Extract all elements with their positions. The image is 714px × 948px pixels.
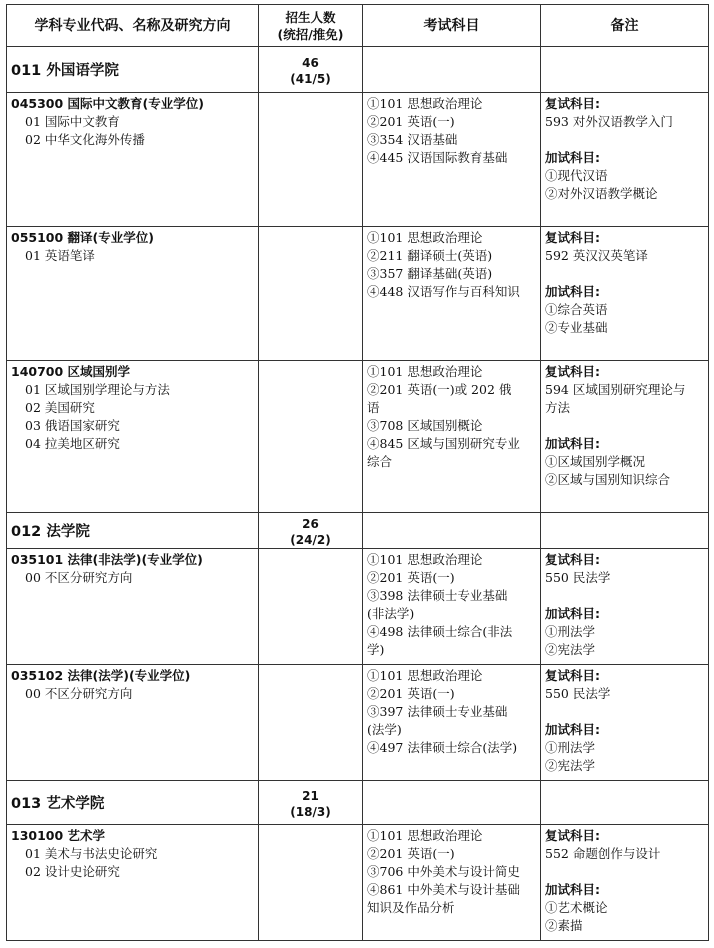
research-direction: 01 区域国别学理论与方法: [25, 382, 170, 397]
exam-subjects: [363, 825, 541, 941]
exam-subject: ②201 英语(一): [367, 686, 455, 701]
extra-subject: ②对外汉语教学概论: [545, 186, 658, 201]
exam-subject: ③706 中外美术与设计简史: [367, 864, 520, 879]
major-code: 130100 艺术学: [11, 828, 106, 843]
exam-subject: ③397 法律硕士专业基础: [367, 704, 508, 719]
exam-subjects: [363, 361, 541, 513]
major-cell: [7, 825, 259, 941]
exam-subject: ③398 法律硕士专业基础: [367, 588, 508, 603]
quota-total: 26: [302, 516, 319, 531]
exam-subject: ④445 汉语国际教育基础: [367, 150, 508, 165]
exam-subject: ③708 区域国别概论: [367, 418, 483, 433]
notes-gap: [545, 265, 704, 283]
research-direction: 02 中华文化海外传播: [25, 132, 145, 147]
notes-gap: [545, 863, 704, 881]
college-quota: [259, 47, 363, 93]
research-direction: 01 英语笔译: [25, 248, 95, 263]
research-direction: 03 俄语国家研究: [25, 418, 120, 433]
major-cell: [7, 227, 259, 361]
exam-subject: ①101 思想政治理论: [367, 668, 483, 683]
exam-subject: ④498 法律硕士综合(非法: [367, 624, 513, 639]
exam-subject: 学): [367, 642, 385, 657]
major-cell: [7, 361, 259, 513]
extra-label: 加试科目:: [545, 606, 600, 621]
notes-cell: [541, 665, 709, 781]
major-quota-empty: [259, 549, 363, 665]
college-name: 013 艺术学院: [7, 781, 259, 825]
exam-subject: 知识及作品分析: [367, 900, 455, 915]
extra-subject: ①现代汉语: [545, 168, 608, 183]
research-direction: 02 美国研究: [25, 400, 95, 415]
header-major: 学科专业代码、名称及研究方向: [7, 5, 259, 47]
exam-subject: 综合: [367, 454, 393, 469]
exam-subject: ②211 翻译硕士(英语): [367, 248, 493, 263]
exam-subject: ②201 英语(一): [367, 114, 455, 129]
college-row: [7, 781, 709, 825]
header-quota-line2: (统招/推免): [277, 26, 344, 42]
notes-cell: [541, 93, 709, 227]
notes-cell: [541, 227, 709, 361]
exam-subjects: [363, 93, 541, 227]
retest-label: 复试科目:: [545, 364, 600, 379]
major-cell: [7, 665, 259, 781]
exam-subjects: [363, 665, 541, 781]
notes-gap: [545, 131, 704, 149]
retest-subject: 594 区域国别研究理论与: [545, 382, 686, 397]
major-cell: [7, 93, 259, 227]
research-direction: 00 不区分研究方向: [25, 570, 133, 585]
extra-subject: ②专业基础: [545, 320, 608, 335]
retest-subject: 552 命题创作与设计: [545, 846, 661, 861]
exam-subjects: [363, 227, 541, 361]
major-cell: [7, 549, 259, 665]
major-code: 035101 法律(非法学)(专业学位): [11, 552, 203, 567]
extra-subject: ①刑法学: [545, 624, 596, 639]
major-quota-empty: [259, 665, 363, 781]
retest-label: 复试科目:: [545, 96, 600, 111]
notes-cell: [541, 549, 709, 665]
extra-label: 加试科目:: [545, 722, 600, 737]
extra-label: 加试科目:: [545, 284, 600, 299]
college-notes-empty: [541, 47, 709, 93]
extra-label: 加试科目:: [545, 436, 600, 451]
exam-subject: ②201 英语(一): [367, 570, 455, 585]
exam-subject: ①101 思想政治理论: [367, 96, 483, 111]
retest-subject: 550 民法学: [545, 686, 611, 701]
quota-split: (24/2): [290, 532, 331, 547]
notes-gap: [545, 703, 704, 721]
major-row: [7, 361, 709, 513]
major-row: [7, 665, 709, 781]
exam-subject: ③354 汉语基础: [367, 132, 458, 147]
retest-subject: 592 英汉汉英笔译: [545, 248, 648, 263]
college-exams-empty: [363, 513, 541, 549]
major-code: 045300 国际中文教育(专业学位): [11, 96, 204, 111]
retest-subject: 550 民法学: [545, 570, 611, 585]
research-direction: 00 不区分研究方向: [25, 686, 133, 701]
notes-gap: [545, 587, 704, 605]
exam-subject: ②201 英语(一): [367, 846, 455, 861]
extra-subject: ①综合英语: [545, 302, 608, 317]
retest-label: 复试科目:: [545, 552, 600, 567]
major-quota-empty: [259, 361, 363, 513]
retest-label: 复试科目:: [545, 230, 600, 245]
retest-label: 复试科目:: [545, 668, 600, 683]
extra-subject: ②宪法学: [545, 642, 596, 657]
notes-gap: [545, 417, 704, 435]
header-quota: [259, 5, 363, 47]
quota-split: (41/5): [290, 71, 331, 86]
research-direction: 01 美术与书法史论研究: [25, 846, 158, 861]
exam-subject: ②201 英语(一)或 202 俄: [367, 382, 512, 397]
major-row: [7, 825, 709, 941]
header-quota-line1: 招生人数: [285, 9, 336, 25]
major-row: [7, 93, 709, 227]
table-header-row: [7, 5, 709, 47]
major-quota-empty: [259, 825, 363, 941]
college-exams-empty: [363, 781, 541, 825]
research-direction: 02 设计史论研究: [25, 864, 120, 879]
extra-subject: ②区域与国别知识综合: [545, 472, 671, 487]
retest-label: 复试科目:: [545, 828, 600, 843]
retest-subject: 方法: [545, 400, 571, 415]
header-exams: 考试科目: [363, 5, 541, 47]
exam-subject: (法学): [367, 722, 402, 737]
research-direction: 01 国际中文教育: [25, 114, 120, 129]
college-name: 011 外国语学院: [7, 47, 259, 93]
exam-subject: ④845 区域与国别研究专业: [367, 436, 520, 451]
header-notes: 备注: [541, 5, 709, 47]
major-code: 140700 区域国别学: [11, 364, 131, 379]
exam-subject: ①101 思想政治理论: [367, 828, 483, 843]
college-notes-empty: [541, 513, 709, 549]
quota-total: 46: [302, 55, 319, 70]
college-row: [7, 47, 709, 93]
major-quota-empty: [259, 93, 363, 227]
notes-cell: [541, 825, 709, 941]
extra-label: 加试科目:: [545, 150, 600, 165]
exam-subject: ④448 汉语写作与百科知识: [367, 284, 520, 299]
quota-total: 21: [302, 788, 319, 803]
quota-split: (18/3): [290, 804, 331, 819]
exam-subject: 语: [367, 400, 380, 415]
college-quota: [259, 781, 363, 825]
extra-subject: ①艺术概论: [545, 900, 608, 915]
exam-subject: ①101 思想政治理论: [367, 230, 483, 245]
major-row: [7, 549, 709, 665]
college-exams-empty: [363, 47, 541, 93]
exam-subject: ①101 思想政治理论: [367, 364, 483, 379]
exam-subject: ④497 法律硕士综合(法学): [367, 740, 518, 755]
major-quota-empty: [259, 227, 363, 361]
extra-subject: ②素描: [545, 918, 583, 933]
exam-subject: (非法学): [367, 606, 415, 621]
exam-subject: ④861 中外美术与设计基础: [367, 882, 520, 897]
table-body: [7, 47, 709, 941]
exam-subjects: [363, 549, 541, 665]
extra-subject: ①刑法学: [545, 740, 596, 755]
research-direction: 04 拉美地区研究: [25, 436, 120, 451]
major-code: 055100 翻译(专业学位): [11, 230, 154, 245]
major-row: [7, 227, 709, 361]
extra-label: 加试科目:: [545, 882, 600, 897]
extra-subject: ②宪法学: [545, 758, 596, 773]
notes-cell: [541, 361, 709, 513]
college-name: 012 法学院: [7, 513, 259, 549]
major-code: 035102 法律(法学)(专业学位): [11, 668, 191, 683]
extra-subject: ①区域国别学概况: [545, 454, 646, 469]
college-row: [7, 513, 709, 549]
exam-subject: ③357 翻译基础(英语): [367, 266, 493, 281]
college-quota: [259, 513, 363, 549]
exam-subject: ①101 思想政治理论: [367, 552, 483, 567]
retest-subject: 593 对外汉语教学入门: [545, 114, 673, 129]
admissions-table: [6, 4, 709, 941]
college-notes-empty: [541, 781, 709, 825]
